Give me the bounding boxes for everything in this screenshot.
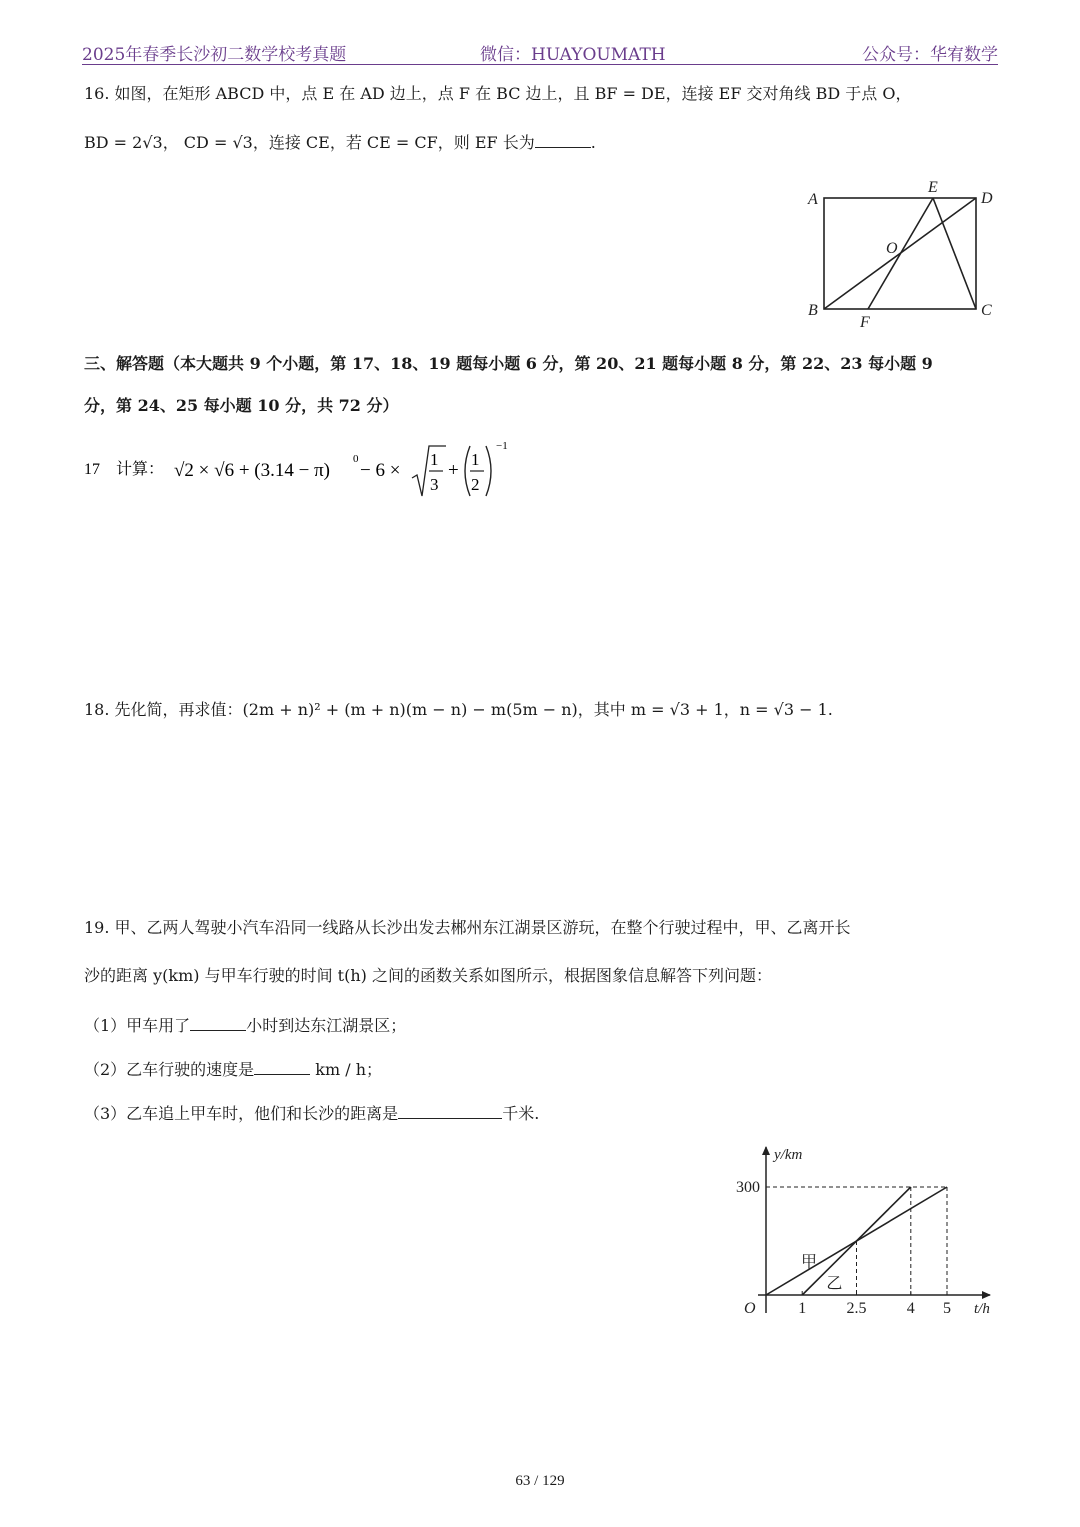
section3-line1: 三、解答题（本大题共 9 个小题，第 17、18、19 题每小题 6 分，第 20、21 题每小题 8 分，第 22、23 每小题 9 bbox=[84, 354, 933, 373]
q17-exponent-neg1: −1 bbox=[496, 440, 508, 452]
page-number: 63 / 129 bbox=[515, 1473, 565, 1489]
q17 bbox=[84, 440, 544, 504]
label-d: D bbox=[981, 190, 993, 207]
q17-expr-b: − 6 × bbox=[360, 460, 401, 481]
q19-part3 bbox=[84, 1104, 539, 1123]
distance-time-graph bbox=[720, 1135, 1010, 1330]
label-b: B bbox=[808, 302, 818, 319]
header-account: 公众号：华宥数学 bbox=[862, 45, 998, 65]
q19-part2 bbox=[84, 1060, 382, 1079]
q16-line1: 16. 如图，在矩形 ABCD 中，点 E 在 AD 边上，点 F 在 BC 边上，且 BF = DE，连接 EF 交对角线 BD 于点 O， bbox=[84, 84, 912, 103]
q19-part3-end: 千米. bbox=[502, 1104, 540, 1123]
q19-part2-end: km / h； bbox=[310, 1060, 383, 1079]
q19-part3-text: （3）乙车追上甲车时，他们和长沙的距离是 bbox=[84, 1104, 399, 1123]
rectangle-figure bbox=[800, 180, 1010, 330]
label-e: E bbox=[928, 180, 938, 196]
section3-line2: 分，第 24、25 每小题 10 分，共 72 分） bbox=[84, 396, 399, 415]
frac12-denominator: 2 bbox=[471, 475, 480, 494]
header-title: 2025年春季长沙初二数学校考真题 bbox=[82, 45, 347, 65]
series-label-1: 乙 bbox=[826, 1275, 843, 1293]
left-paren bbox=[465, 446, 470, 496]
plus-sign: + bbox=[448, 460, 459, 481]
x-tick-label-2: 4 bbox=[906, 1300, 915, 1317]
q19-part1-text: （1）甲车用了 bbox=[84, 1016, 191, 1035]
label-o: O bbox=[886, 240, 898, 257]
origin-label: O bbox=[744, 1300, 756, 1317]
q16-line2 bbox=[84, 133, 596, 152]
segment-ef bbox=[868, 198, 933, 309]
answer-blank-19-2 bbox=[254, 1060, 310, 1075]
series-label-0: 甲 bbox=[801, 1253, 818, 1271]
q18: 18. 先化简，再求值：(2m + n)² + (m + n)(m − n) − m(5m − n)，其中 m = √3 + 1，n = √3 − 1. bbox=[84, 700, 833, 719]
q19-line1: 19. 甲、乙两人驾驶小汽车沿同一线路从长沙出发去郴州东江湖景区游玩，在整个行驶过程中，甲、乙离开长 bbox=[84, 918, 851, 937]
y-axis-label: y/km bbox=[774, 1147, 803, 1163]
x-tick-label-1: 2.5 bbox=[846, 1300, 867, 1317]
label-f: F bbox=[860, 314, 870, 330]
frac13-numerator: 1 bbox=[430, 450, 439, 469]
q16-line2-text: BD = 2√3， CD = √3，连接 CE，若 CE = CF，则 EF 长为 bbox=[84, 133, 535, 152]
x-tick-label-0: 1 bbox=[798, 1300, 807, 1317]
q17-number: 17 bbox=[84, 461, 100, 478]
q17-label: 计算： bbox=[116, 461, 165, 478]
q17-exponent-0: 0 bbox=[353, 453, 359, 465]
y-tick-label-0: 300 bbox=[736, 1179, 760, 1196]
x-tick-label-3: 5 bbox=[943, 1300, 951, 1317]
frac12-numerator: 1 bbox=[471, 450, 480, 469]
answer-blank-19-3 bbox=[398, 1104, 502, 1119]
x-axis-label: t/h bbox=[974, 1301, 990, 1317]
header-wechat: 微信：HUAYOUMATH bbox=[480, 45, 666, 65]
q19-part2-text: （2）乙车行驶的速度是 bbox=[84, 1060, 255, 1079]
q17-expr-a: √2 × √6 + (3.14 − π) bbox=[174, 460, 330, 481]
label-c: C bbox=[981, 302, 992, 319]
q19-line2: 沙的距离 y(km) 与甲车行驶的时间 t(h) 之间的函数关系如图所示，根据图象信息解答下列问题： bbox=[84, 966, 772, 985]
q19-part1 bbox=[84, 1016, 406, 1035]
frac13-denominator: 3 bbox=[430, 475, 439, 494]
page-header bbox=[82, 38, 998, 65]
answer-blank-16 bbox=[535, 133, 591, 148]
q19-part1-end: 小时到达东江湖景区； bbox=[246, 1016, 407, 1035]
label-a: A bbox=[808, 191, 818, 208]
answer-blank-19-1 bbox=[190, 1016, 246, 1031]
q17-formula bbox=[84, 440, 544, 504]
right-paren bbox=[486, 446, 491, 496]
q16-line2-end: . bbox=[590, 133, 596, 152]
